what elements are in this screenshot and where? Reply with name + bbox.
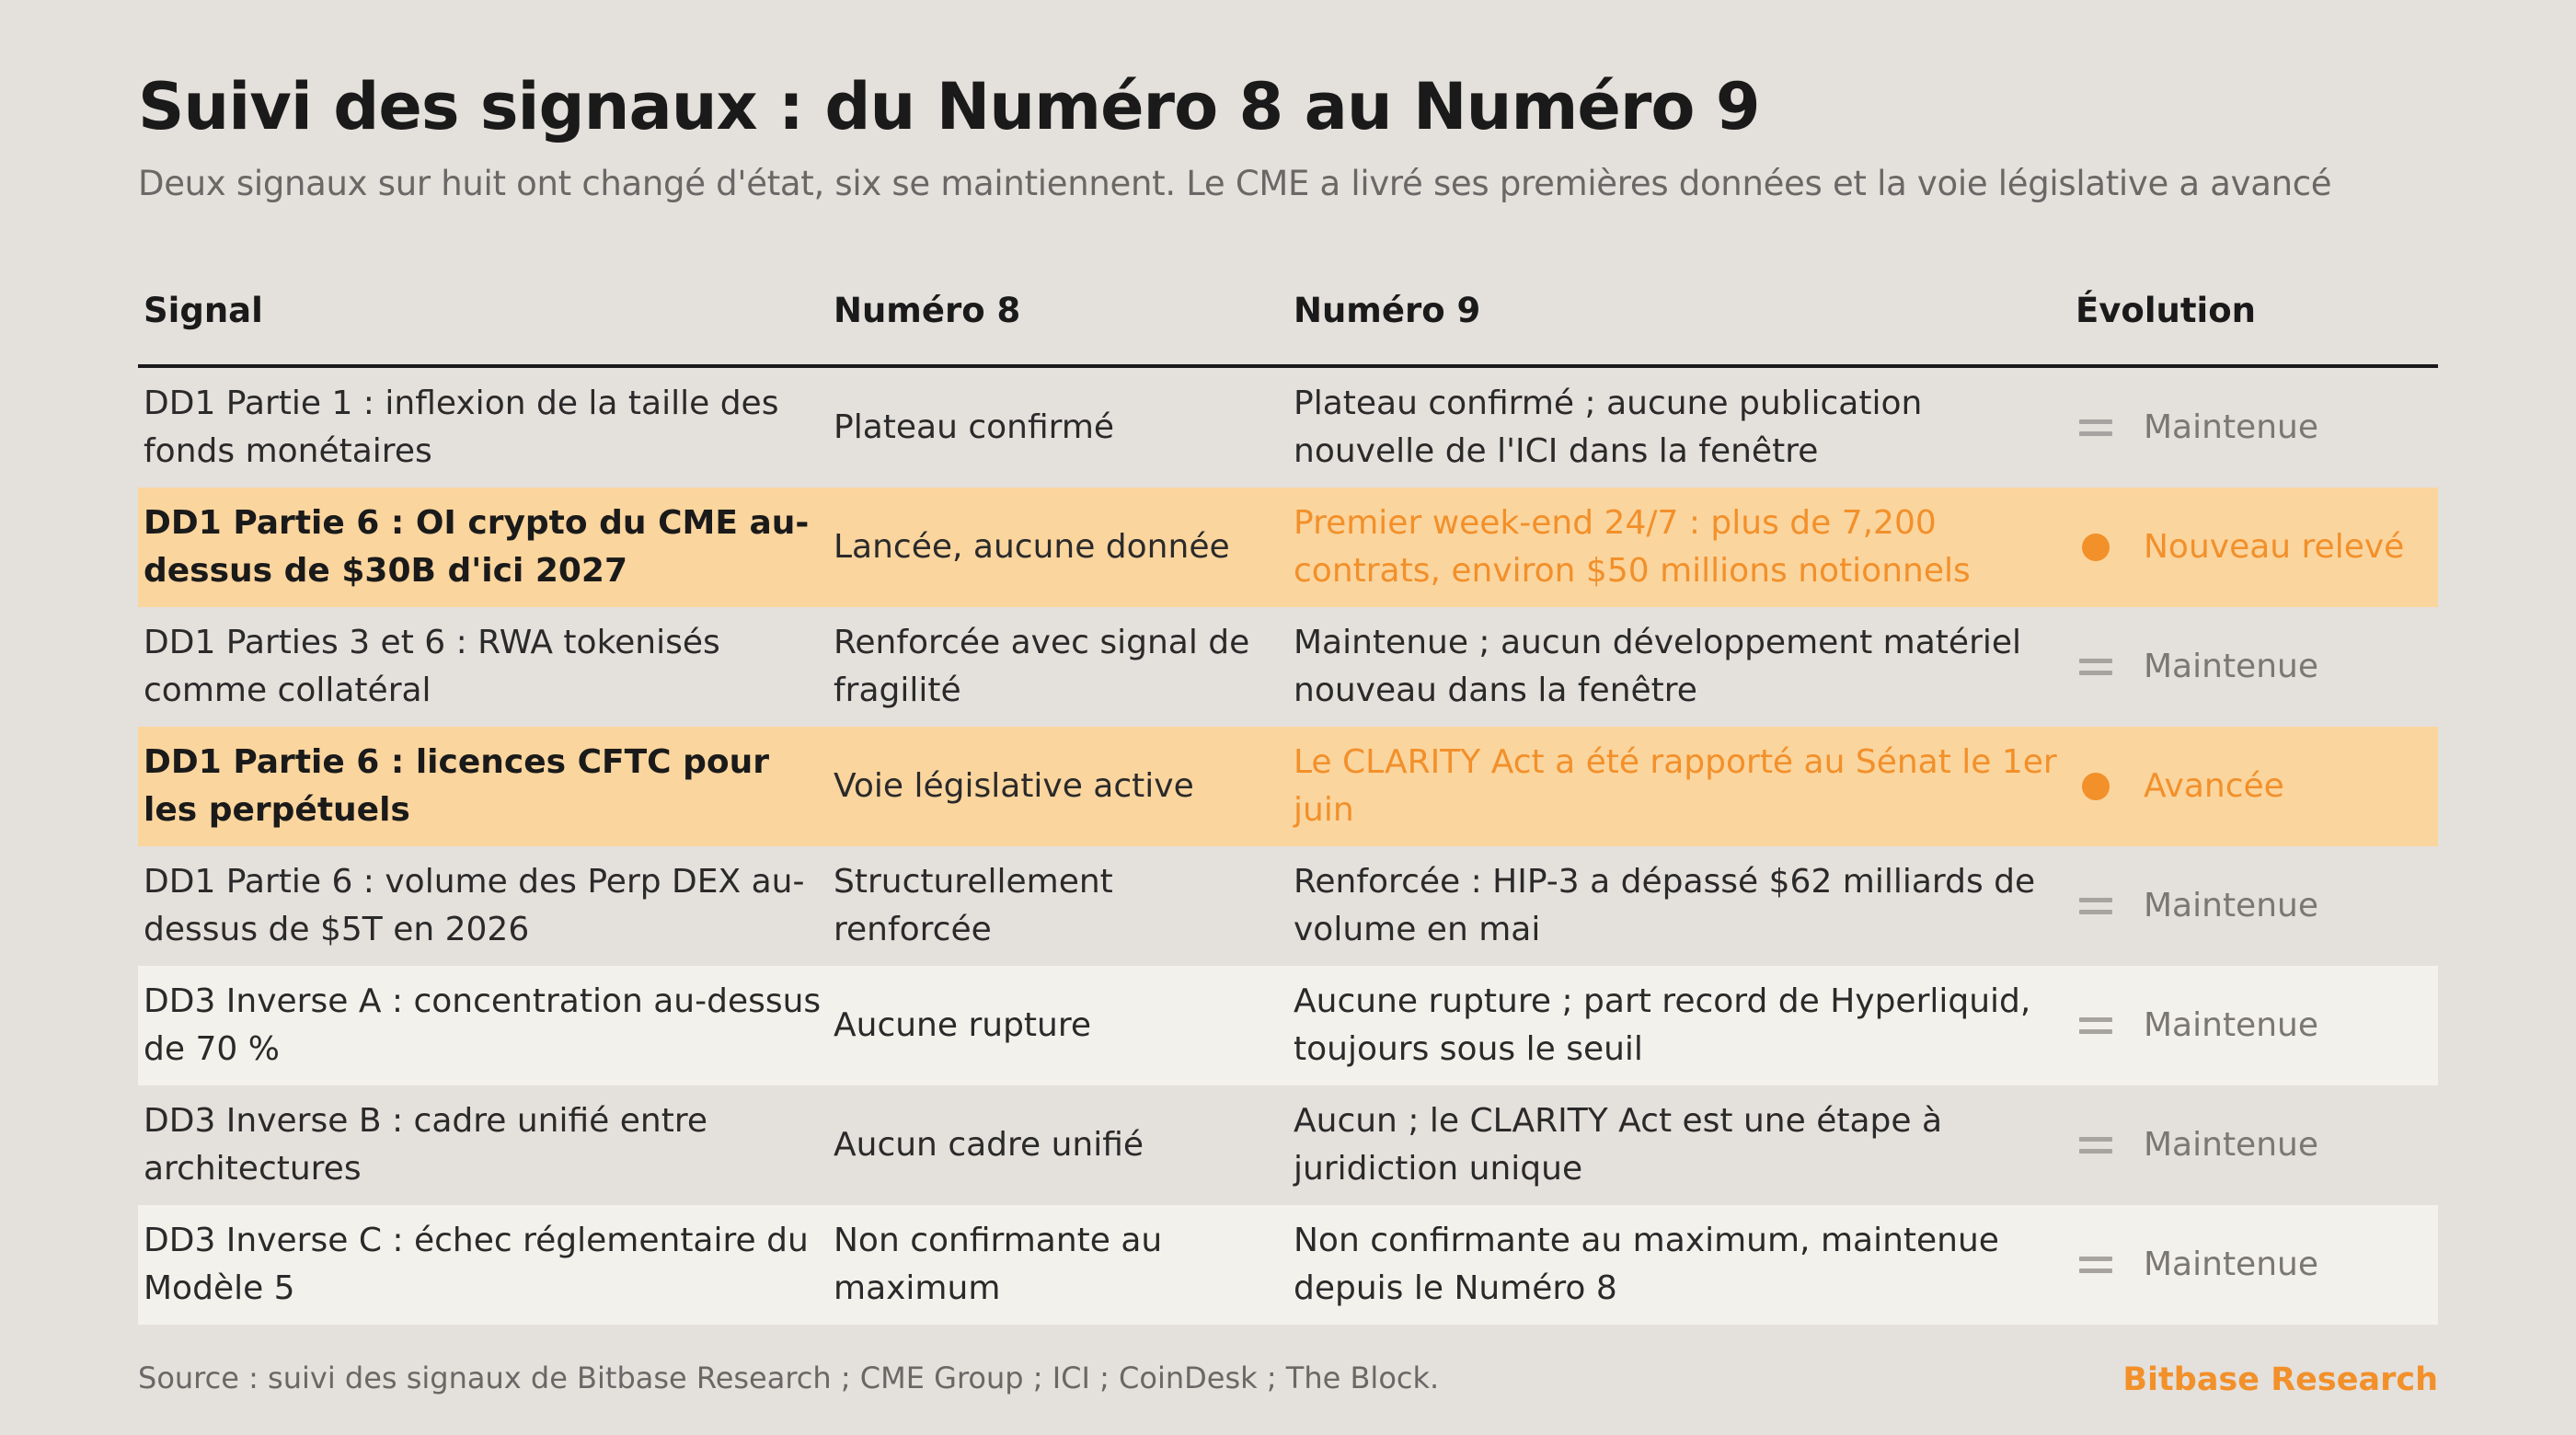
equals-icon <box>2079 897 2112 915</box>
table-row-highlighted <box>138 488 2438 607</box>
numero-8-cell: Structurellement renforcée <box>834 863 1113 948</box>
evolution-label: Maintenue <box>2144 887 2318 924</box>
equals-icon <box>2079 419 2112 437</box>
signal-cell: DD1 Partie 6 : volume des Perp DEX au-dessus de $5T en 2026 <box>144 863 805 948</box>
signal-cell: DD1 Parties 3 et 6 : RWA tokenisés comme collatéral <box>144 624 720 709</box>
signal-cell: DD3 Inverse A : concentration au-dessus de 70 % <box>144 982 822 1068</box>
numero-9-cell: Renforcée : HIP-3 a dépassé $62 milliards de volume en mai <box>1294 863 2036 948</box>
evolution-label: Maintenue <box>2144 408 2318 446</box>
dot-icon <box>2082 773 2110 800</box>
equals-icon <box>2079 1016 2112 1035</box>
numero-8-cell: Renforcée avec signal de fragilité <box>834 624 1250 709</box>
page-title: Suivi des signaux : du Numéro 8 au Numéro 9 <box>138 69 1760 144</box>
column-header-signal: Signal <box>144 291 263 330</box>
table-row <box>138 607 2438 727</box>
signal-cell: DD3 Inverse B : cadre unifié entre architectures <box>144 1102 707 1188</box>
numero-9-cell: Plateau confirmé ; aucune publication nouvelle de l'ICI dans la fenêtre <box>1294 385 1923 470</box>
numero-9-cell: Maintenue ; aucun développement matériel nouveau dans la fenêtre <box>1294 624 2022 709</box>
numero-8-cell: Voie législative active <box>834 767 1194 805</box>
numero-8-cell: Lancée, aucune donnée <box>834 528 1230 566</box>
numero-8-cell: Plateau confirmé <box>834 408 1115 446</box>
page-subtitle: Deux signaux sur huit ont changé d'état, six se maintiennent. Le CME a livré ses premières données et la voie législative a avancé <box>138 164 2332 203</box>
table-row <box>138 846 2438 966</box>
evolution-label: Maintenue <box>2144 1006 2318 1044</box>
table-row <box>138 1205 2438 1325</box>
column-header-numero-9: Numéro 9 <box>1294 291 1481 330</box>
evolution-label: Maintenue <box>2144 648 2318 685</box>
signals-table <box>138 274 2438 1325</box>
numero-9-cell: Premier week-end 24/7 : plus de 7,200 contrats, environ $50 millions notionnels <box>1294 504 1971 590</box>
numero-8-cell: Non confirmante au maximum <box>834 1222 1163 1307</box>
table-row <box>138 1085 2438 1205</box>
evolution-label: Nouveau relevé <box>2144 528 2405 566</box>
signal-cell: DD1 Partie 6 : licences CFTC pour les perpétuels <box>144 743 770 829</box>
signal-cell: DD1 Partie 1 : inflexion de la taille des fonds monétaires <box>144 385 779 470</box>
table-row <box>138 966 2438 1085</box>
numero-9-cell: Le CLARITY Act a été rapporté au Sénat le 1er juin <box>1294 743 2057 829</box>
equals-icon <box>2079 658 2112 676</box>
column-header-numero-8: Numéro 8 <box>834 291 1021 330</box>
table-row <box>138 368 2438 488</box>
evolution-label: Maintenue <box>2144 1246 2318 1283</box>
source-note: Source : suivi des signaux de Bitbase Research ; CME Group ; ICI ; CoinDesk ; The Block. <box>138 1360 1440 1395</box>
equals-icon <box>2079 1256 2112 1274</box>
equals-icon <box>2079 1136 2112 1154</box>
evolution-label: Maintenue <box>2144 1126 2318 1164</box>
signal-cell: DD3 Inverse C : échec réglementaire du Modèle 5 <box>144 1222 809 1307</box>
dot-icon <box>2082 534 2110 561</box>
numero-9-cell: Non confirmante au maximum, maintenue depuis le Numéro 8 <box>1294 1222 1999 1307</box>
evolution-label: Avancée <box>2144 767 2284 805</box>
table-header <box>138 274 2438 368</box>
numero-9-cell: Aucun ; le CLARITY Act est une étape à juridiction unique <box>1294 1102 1943 1188</box>
table-row-highlighted <box>138 727 2438 846</box>
brand-logo-text: Bitbase Research <box>2122 1361 2438 1398</box>
signal-cell: DD1 Partie 6 : OI crypto du CME au-dessus de $30B d'ici 2027 <box>144 504 810 590</box>
numero-8-cell: Aucune rupture <box>834 1006 1092 1044</box>
numero-9-cell: Aucune rupture ; part record de Hyperliquid, toujours sous le seuil <box>1294 982 2031 1068</box>
column-header-evolution: Évolution <box>2076 291 2256 330</box>
numero-8-cell: Aucun cadre unifié <box>834 1126 1144 1164</box>
